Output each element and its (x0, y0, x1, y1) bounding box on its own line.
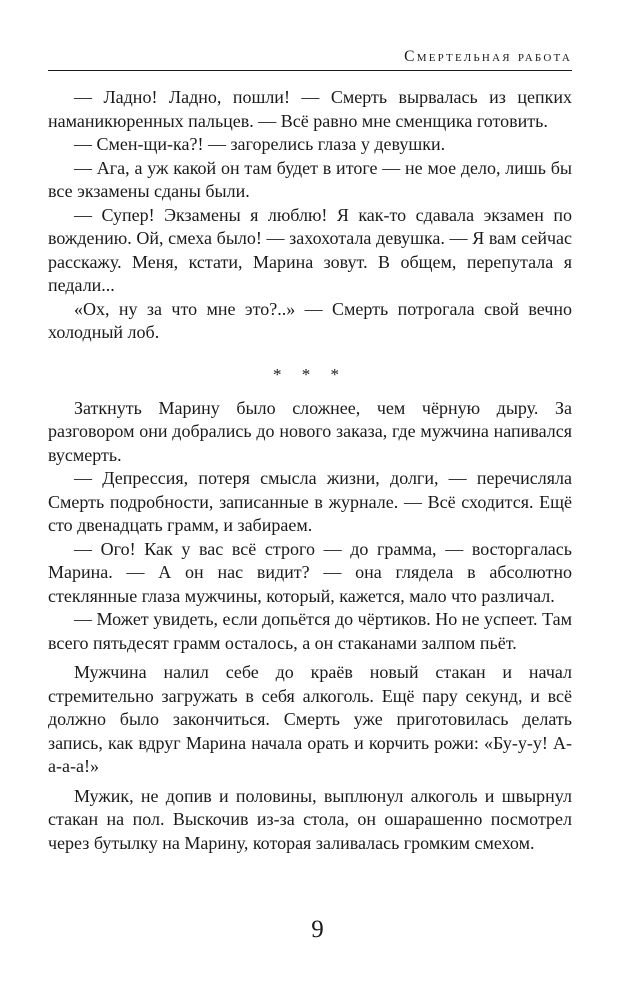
paragraph: Мужчина налил себе до краёв новый стакан и начал стремительно загружать в себя алкоголь. Ещё пару секунд, и всё должно было закончиться. Смерть уже приготовилась делать запись, как вдруг Марина начала орать и корчить рожи: «Бу-у-у! А-а-а-а!» (48, 662, 572, 776)
paragraph: «Ох, ну за что мне это?..» — Смерть потрогала свой вечно холодный лоб. (48, 298, 572, 342)
header-rule (48, 70, 572, 71)
paragraph: Мужик, не допив и половины, выплюнул алкоголь и швырнул стакан на пол. Выскочив из-за стола, он ошарашенно посмотрел через бутылку на Марину, которая заливалась громким смехом. (48, 785, 572, 853)
paragraph: — Ого! Как у вас всё строго — до грамма, — восторгалась Марина. — А он нас видит? — она глядела в абсолютно стеклянные глаза мужчины, который, кажется, мало что различал. (48, 538, 572, 606)
paragraph: — Смен-щи-ка?! — загорелись глаза у девушки. (74, 134, 446, 154)
paragraph: Заткнуть Марину было сложнее, чем чёрную дыру. За разговором они добрались до нового заказа, где мужчина напивался вусмерть. (48, 397, 572, 465)
paragraph: — Ладно! Ладно, пошли! — Смерть вырвалась из цепких наманикюренных пальцев. — Всё равно мне сменщика готовить. (48, 87, 572, 131)
section-break: * * * (273, 364, 347, 384)
paragraph: — Может увидеть, если допьётся до чёртиков. Но не успеет. Там всего пятьдесят грамм осталось, а он стаканами залпом пьёт. (48, 609, 572, 653)
paragraph: — Супер! Экзамены я люблю! Я как-то сдавала экзамен по вождению. Ой, смеха было! — захохотала девушка. — Я вам сейчас расскажу. Меня, кстати, Марина зовут. В общем, перепутала я педали... (48, 204, 572, 295)
running-head: Смертельная работа (404, 48, 572, 65)
page-body (48, 86, 572, 855)
page-number: 9 (311, 916, 324, 943)
paragraph: — Депрессия, потеря смысла жизни, долги, — перечисляла Смерть подробности, записанные в журнале. — Всё сходится. Ещё сто двенадцать грамм, и забираем. (48, 468, 572, 535)
paragraph: — Ага, а уж какой он там будет в итоге — не мое дело, лишь бы все экзамены сданы были. (48, 157, 572, 201)
